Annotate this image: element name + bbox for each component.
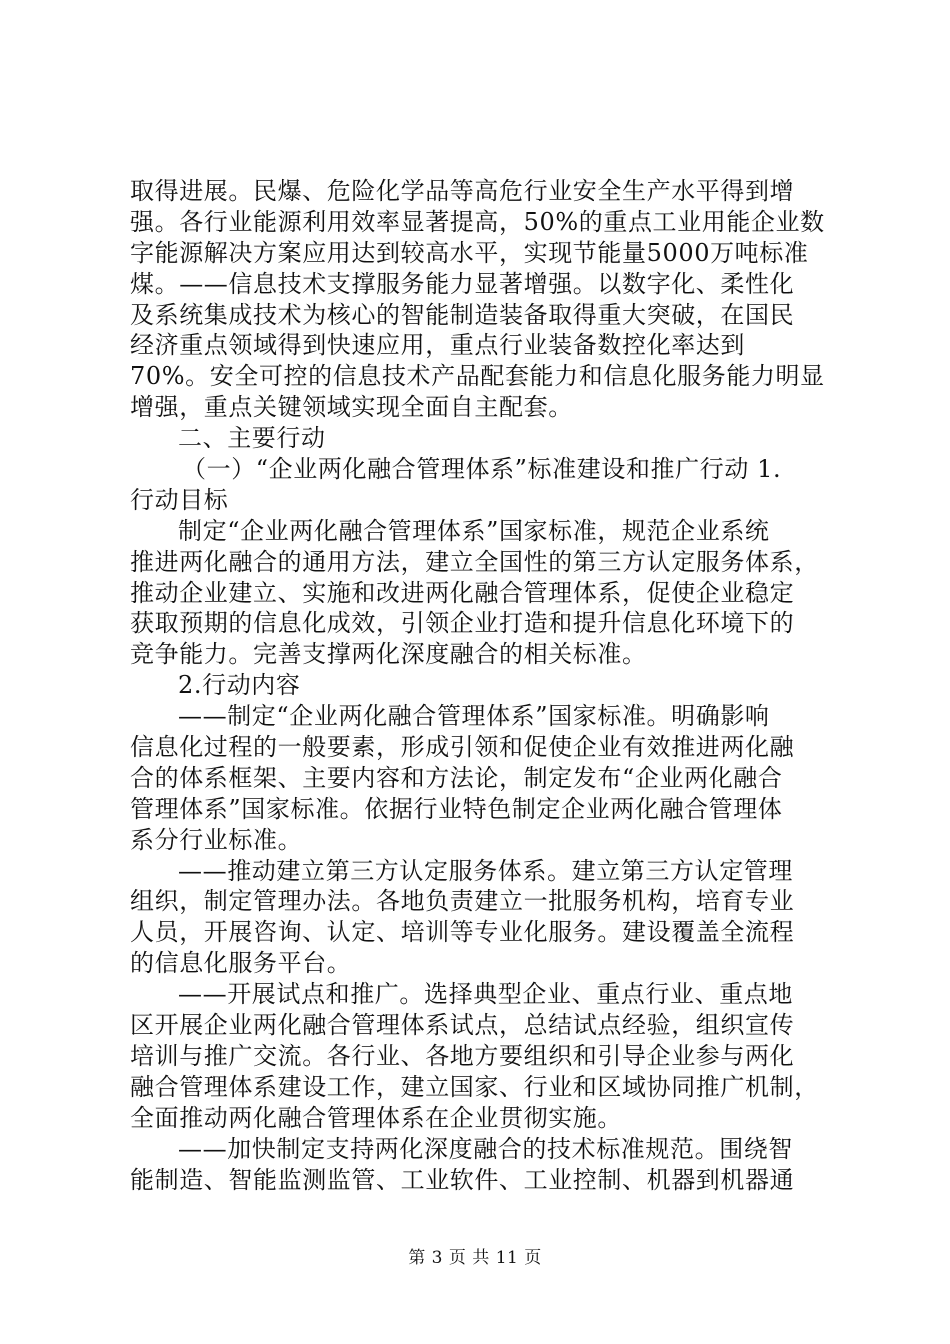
text-line: ——开展试点和推广。选择典型企业、重点行业、重点地 (178, 980, 793, 1009)
subsection-heading: 2.行动内容 (178, 671, 301, 700)
text-line: 管理体系”国家标准。依据行业特色制定企业两化融合管理体 (130, 794, 783, 823)
text-line: 煤。——信息技术支撑服务能力显著增强。以数字化、柔性化 (130, 269, 795, 298)
section-heading: 二、主要行动 (178, 424, 326, 453)
text-line: ——推动建立第三方认定服务体系。建立第三方认定管理 (178, 856, 793, 885)
text-line: 合的体系框架、主要内容和方法论，制定发布“企业两化融合 (130, 763, 783, 792)
text-line: 推动企业建立、实施和改进两化融合管理体系，促使企业稳定 (130, 578, 795, 607)
text-line: 全面推动两化融合管理体系在企业贯彻实施。 (130, 1103, 622, 1132)
subsection-heading: （一）“企业两化融合管理体系”标准建设和推广行动 1. (182, 455, 782, 484)
text-line: 组织，制定管理办法。各地负责建立一批服务机构，培育专业 (130, 887, 795, 916)
text-line: 70%。安全可控的信息技术产品配套能力和信息化服务能力明显 (130, 362, 825, 391)
text-line: 信息化过程的一般要素，形成引领和促使企业有效推进两化融 (130, 733, 795, 762)
text-line: 制定“企业两化融合管理体系”国家标准，规范企业系统 (178, 516, 770, 545)
text-line: 字能源解决方案应用达到较高水平，实现节能量5000万吨标准 (130, 238, 809, 267)
text-line: 取得进展。民爆、危险化学品等高危行业安全生产水平得到增 (130, 177, 795, 205)
text-line: 获取预期的信息化成效，引领企业打造和提升信息化环境下的 (130, 609, 795, 638)
text-line: 增强，重点关键领域实现全面自主配套。 (130, 393, 573, 422)
text-line: 强。各行业能源利用效率显著提高，50%的重点工业用能企业数 (130, 207, 825, 236)
text-line: 融合管理体系建设工作，建立国家、行业和区域协同推广机制， (130, 1072, 819, 1101)
text-line: 培训与推广交流。各行业、各地方要组织和引导企业参与两化 (130, 1041, 795, 1070)
text-line: 系分行业标准。 (130, 825, 303, 854)
document-body (130, 176, 830, 1195)
text-line: 的信息化服务平台。 (130, 949, 352, 978)
text-line: 经济重点领域得到快速应用，重点行业装备数控化率达到 (130, 331, 745, 360)
text-line: ——制定“企业两化融合管理体系”国家标准。明确影响 (178, 702, 770, 731)
text-line: ——加快制定支持两化深度融合的技术标准规范。围绕智 (178, 1134, 793, 1163)
text-line: 区开展企业两化融合管理体系试点，总结试点经验，组织宣传 (130, 1011, 795, 1040)
page-number-footer: 第 3 页 共 11 页 (408, 1248, 542, 1268)
text-line: 行动目标 (130, 485, 229, 514)
text-line: 人员，开展咨询、认定、培训等专业化服务。建设覆盖全流程 (130, 918, 795, 947)
text-line: 推进两化融合的通用方法，建立全国性的第三方认定服务体系， (130, 547, 819, 576)
text-line: 竞争能力。完善支撑两化深度融合的相关标准。 (130, 640, 647, 669)
text-line: 及系统集成技术为核心的智能制造装备取得重大突破，在国民 (130, 300, 795, 329)
text-line: 能制造、智能监测监管、工业软件、工业控制、机器到机器通 (130, 1165, 795, 1194)
